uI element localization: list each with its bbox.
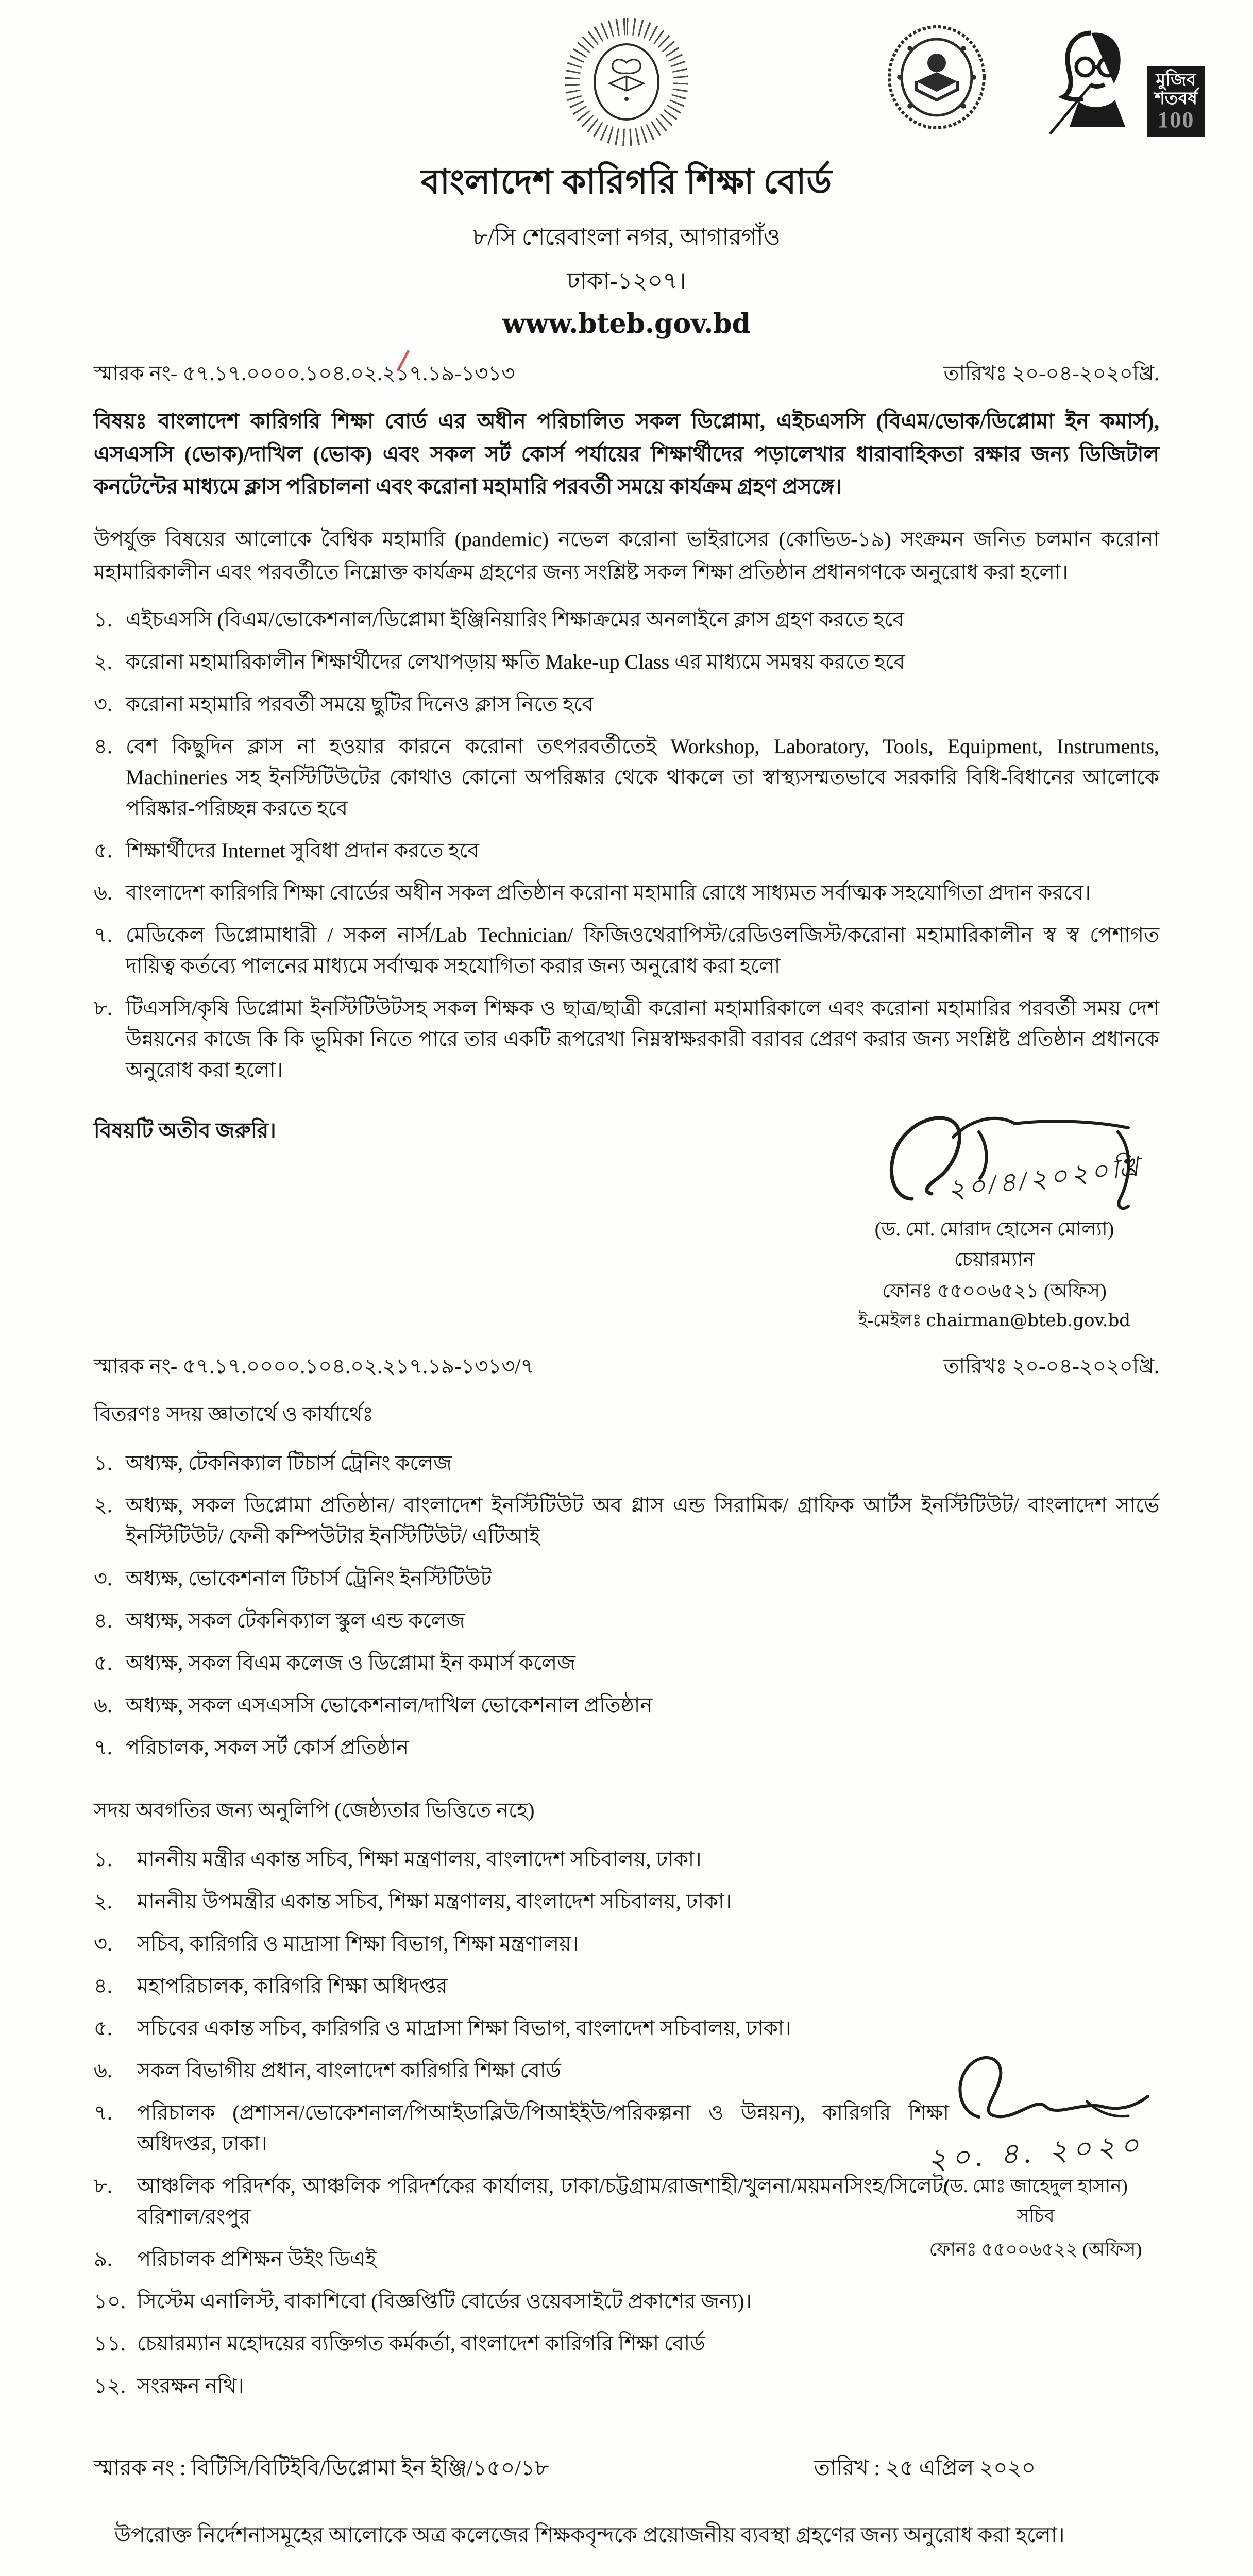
copy-number: ১. — [94, 1848, 112, 1871]
secretary-name: (ড. মোঃ জাহেদুল হাসান) — [943, 2175, 1128, 2196]
directive-item — [94, 647, 1159, 677]
secretary-handwritten-date: ২০. ৪. ২০২০ — [926, 2129, 1145, 2177]
copy-item — [94, 2013, 949, 2044]
secretary-phone: ফোনঃ ৫৫০০৬৫২২ (অফিস) — [929, 2239, 1142, 2260]
copy-item — [94, 2171, 949, 2232]
subject-line: বিষয়ঃ বাংলাদেশ কারিগরি শিক্ষা বোর্ড এর অধীন পরিচালিত সকল ডিপ্লোমা, এইচএসসি (বিএম/ভোক/ডিপ্লোমা ইন কমার্স), এসএসসি (ভোক)/দাখিল (ভোক) এবং সকল সর্ট কোর্স পর্যায়ের শিক্ষার্থীদের পড়ালেখার ধারাবাহিকতা রক্ষার জন্য ডিজিটাল কনটেন্টের মাধ্যমে ক্লাস পরিচালনা এবং করোনা মহামারি পরবর্তী সময়ে কার্যক্রম গ্রহণ প্রসঙ্গে। — [94, 409, 1159, 499]
directive-text: এইচএসসি (বিএম/ভোকেশনাল/ডিপ্লোমা ইঞ্জিনিয়ারিং শিক্ষাক্রমের অনলাইনে ক্লাস গ্রহণ করতে হবে — [126, 607, 904, 631]
distribution-item — [94, 1490, 1159, 1552]
chairman-email-row — [850, 1309, 1139, 1333]
copy-item — [94, 2097, 949, 2159]
directive-text: শিক্ষার্থীদের Internet সুবিধা প্রদান করতে হবে — [126, 838, 479, 862]
distribution-text: অধ্যক্ষ, ভোকেশনাল টিচার্স ট্রেনিং ইনস্টিটিউট — [126, 1567, 492, 1590]
copy-text: আঞ্চলিক পরিদর্শক, আঞ্চলিক পরিদর্শকের কার্যালয়, ঢাকা/চট্টগ্রাম/রাজশাহী/খুলনা/ময়মনসিংহ/সিলেট/বরিশাল/রংপুর — [137, 2174, 949, 2229]
copy-number: ৭. — [94, 2101, 113, 2125]
copy-text: সকল বিভাগীয় প্রধান, বাংলাদেশ কারিগরি শিক্ষা বোর্ড — [137, 2059, 561, 2082]
directive-text: করোনা মহামারি পরবর্তী সময়ে ছুটির দিনেও ক্লাস নিতে হবে — [126, 692, 594, 716]
copy-text: মাননীয় মন্ত্রীর একান্ত সচিব, শিক্ষা মন্ত্রণালয়, বাংলাদেশ সচিবালয়, ঢাকা। — [137, 1848, 702, 1871]
address-line-1: ৮/সি শেরেবাংলা নগর, আগারগাঁও — [472, 224, 781, 250]
distribution-number: ১. — [94, 1451, 112, 1475]
distribution-item — [94, 1563, 1159, 1594]
directive-text: বেশ কিছুদিন ক্লাস না হওয়ার কারনে করোনা তৎপরবর্তীতেই Workshop, Laboratory, Tools, Equipment, Instruments, Machineries সহ ইনস্টিটিউটের কোথাও কোনো অপরিষ্কার থেকে থাকলে তা স্বাস্থ্যসম্মতভাবে সরকারি বিধি-বিধানের আলোকে পরিষ্কার-পরিচ্ছন্ন করতে হবে — [126, 734, 1159, 820]
copy-number: ১২. — [94, 2374, 126, 2398]
copy-text: সিস্টেম এনালিস্ট, বাকাশিবো (বিজ্ঞপ্তিটি বোর্ডের ওয়েবসাইটে প্রকাশের জন্য)। — [137, 2290, 752, 2313]
chairman-designation: চেয়ারম্যান — [954, 1248, 1035, 1270]
directive-text: বাংলাদেশ কারিগরি শিক্ষা বোর্ডের অধীন সকল প্রতিষ্ঠান করোনা মহামারি রোধে সাধ্যমত সর্বাত্মক সহযোগিতা প্রদান করবে। — [126, 880, 1091, 904]
chairman-name: (ড. মো. মোরাদ হোসেন মোল্যা) — [874, 1218, 1114, 1240]
directive-number: ২. — [94, 650, 113, 673]
urgent-note: বিষয়টি অতীব জরুরি। — [94, 1118, 276, 1142]
copy-number: ৯. — [94, 2247, 112, 2271]
memo1-number — [94, 357, 515, 392]
distribution-text: অধ্যক্ষ, টেকনিক্যাল টিচার্স ট্রেনিং কলেজ — [126, 1451, 452, 1475]
directive-number: ১. — [94, 607, 112, 631]
emblem-core-icon — [594, 43, 659, 121]
secretary-designation: সচিব — [1017, 2206, 1055, 2227]
distribution-heading: বিতরণঃ সদয় জ্ঞাতার্থে ও কার্যার্থেঃ — [94, 1402, 374, 1426]
distribution-number: ৪. — [94, 1609, 112, 1633]
distribution-number: ৫. — [94, 1651, 112, 1675]
memo2-date: তারিখঃ ২০-০৪-২০২০খ্রি. — [943, 1354, 1159, 1378]
copy-item — [94, 2244, 949, 2275]
directive-number: ৫. — [94, 838, 112, 862]
copy-item — [94, 1971, 949, 2002]
directive-number: ৮. — [94, 996, 112, 1020]
copy-number: ৬. — [94, 2059, 113, 2082]
directive-number: ৪. — [94, 734, 112, 758]
distribution-text: অধ্যক্ষ, সকল বিএম কলেজ ও ডিপ্লোমা ইন কমার্স কলেজ — [126, 1651, 575, 1675]
distribution-item — [94, 1690, 1159, 1721]
copy-number: ৮. — [94, 2174, 112, 2198]
copy-item — [94, 2286, 949, 2317]
chairman-signature-block — [850, 1101, 1144, 1333]
mujib-caption-line2: শতবর্ষ — [1154, 89, 1197, 109]
copy-number: ৪. — [94, 1974, 112, 1998]
copy-item — [94, 2370, 949, 2401]
copies-section — [94, 1844, 1159, 2401]
mujib-caption — [1147, 66, 1205, 137]
distribution-item — [94, 1732, 1159, 1763]
directives-list — [94, 604, 1159, 1086]
college-seal-icon — [885, 24, 988, 132]
distribution-number: ২. — [94, 1494, 113, 1517]
copy-item — [94, 2328, 949, 2359]
memo2-number: স্মারক নং- ৫৭.১৭.০০০০.১০৪.০২.২১৭.১৯-১৩১৩/৭ — [94, 1354, 534, 1378]
copy-text: সংরক্ষন নথি। — [137, 2374, 244, 2398]
copies-list — [94, 1844, 949, 2401]
directive-item — [94, 993, 1159, 1086]
distribution-item — [94, 1648, 1159, 1679]
distribution-number: ৬. — [94, 1693, 113, 1717]
directive-item — [94, 604, 1159, 635]
distribution-text: অধ্যক্ষ, সকল এসএসসি ভোকেশনাল/দাখিল ভোকেশনাল প্রতিষ্ঠান — [126, 1693, 653, 1717]
distribution-number: ৩. — [94, 1567, 113, 1590]
memo3-number: স্মারক নং : বিটিসি/বিটিইবি/ডিপ্লোমা ইন ইঞ্জি/১৫০/১৮ — [94, 2456, 549, 2481]
distribution-text: পরিচালক, সকল সর্ট কোর্স প্রতিষ্ঠান — [126, 1736, 409, 1759]
directive-number: ৬. — [94, 880, 113, 904]
copy-number: ১০. — [94, 2290, 126, 2313]
website-url: www.bteb.gov.bd — [502, 308, 751, 340]
copy-number: ৩. — [94, 1932, 113, 1956]
copy-number: ১১. — [94, 2332, 126, 2355]
secretary-signature-block — [891, 2035, 1180, 2262]
page-title: বাংলাদেশ কারিগরি শিক্ষা বোর্ড — [420, 163, 833, 201]
top-right-logos — [885, 24, 1199, 142]
secretary-signature — [917, 2035, 1154, 2132]
directive-item — [94, 731, 1159, 824]
copy-text: মহাপরিচালক, কারিগরি শিক্ষা অধিদপ্তর — [137, 1974, 448, 1998]
distribution-text: অধ্যক্ষ, সকল ডিপ্লোমা প্রতিষ্ঠান/ বাংলাদেশ ইনস্টিটিউট অব গ্লাস এন্ড সিরামিক/ গ্রাফিক আর্টস ইনস্টিটিউট/ বাংলাদেশ সার্ভে ইনস্টিটিউট/ ফেনী কম্পিউটার ইনস্টিটিউট/ এটিআই — [126, 1494, 1159, 1548]
copy-item — [94, 2055, 949, 2086]
chairman-email-label: ই-মেইলঃ — [858, 1311, 922, 1330]
copy-heading: সদয় অবগতির জন্য অনুলিপি (জেষ্ঠ্যতার ভিত্তিতে নহে) — [94, 1799, 535, 1822]
endorsement-paragraph: উপরোক্ত নির্দেশনাসমূহের আলোকে অত্র কলেজের শিক্ষকবৃন্দকে প্রয়োজনীয় ব্যবস্থা গ্রহণের জন্য অনুরোধ করা হলো। — [114, 2523, 1065, 2547]
memo1-row — [94, 357, 1159, 392]
copy-text: সচিব, কারিগরি ও মাদ্রাসা শিক্ষা বিভাগ, শিক্ষা মন্ত্রণালয়। — [137, 1932, 579, 1956]
directive-text: করোনা মহামারিকালীন শিক্ষার্থীদের লেখাপড়ায় ক্ষতি Make-up Class এর মাধ্যমে সমন্বয় করতে হবে — [126, 650, 905, 673]
directive-item — [94, 689, 1159, 720]
copy-text: চেয়ারম্যান মহোদয়ের ব্যক্তিগত কর্মকর্তা, বাংলাদেশ কারিগরি শিক্ষা বোর্ড — [137, 2332, 705, 2355]
distribution-number: ৭. — [94, 1736, 113, 1759]
directive-text: মেডিকেল ডিপ্লোমাধারী / সকল নার্স/Lab Technician/ ফিজিওথেরাপিস্ট/রেডিওলজিস্ট/করোনা মহামারিকালীন স্ব স্ব পেশাগত দায়িত্ব কর্তব্যে পালনের মাধ্যমে সর্বাত্মক সহযোগিতা করার জন্য অনুরোধ করা হলো — [126, 923, 1159, 977]
memo3-row — [94, 2451, 1159, 2487]
distribution-text: অধ্যক্ষ, সকল টেকনিক্যাল স্কুল এন্ড কলেজ — [126, 1609, 465, 1633]
directive-number: ৩. — [94, 692, 113, 716]
distribution-list — [94, 1448, 1159, 1763]
urgent-and-signature-row — [94, 1101, 1159, 1333]
copy-text: পরিচালক প্রশিক্ষন উইং ডিএই — [137, 2247, 377, 2271]
copy-text: পরিচালক (প্রশাসন/ভোকেশনাল/পিআইডাব্লিউ/পিআইইউ/পরিকল্পনা ও উন্নয়ন), কারিগরি শিক্ষা অধিদপ্তর, ঢাকা। — [137, 2101, 949, 2156]
distribution-item — [94, 1605, 1159, 1636]
address-line-2: ঢাকা-১২০৭। — [567, 268, 686, 294]
mujib-borsho-100-logo — [1029, 24, 1199, 142]
letterhead — [0, 0, 1253, 340]
directive-text: টিএসসি/কৃষি ডিপ্লোমা ইনস্টিটিউটসহ সকল শিক্ষক ও ছাত্র/ছাত্রী করোনা মহামারিকালে এবং করোনা মহামারির পরবর্তী সময় দেশ উন্নয়নের কাজে কি কি ভূমিকা নিতে পারে তার একটি রূপরেখা নিম্নস্বাক্ষরকারী বরাবর প্রেরণ করার জন্য সংশ্লিষ্ট প্রতিষ্ঠান প্রধানকে অনুরোধ করা হলো। — [126, 996, 1159, 1081]
directive-item — [94, 835, 1159, 866]
chairman-phone: ফোনঃ ৫৫০০৬৫২১ (অফিস) — [882, 1280, 1107, 1302]
distribution-item — [94, 1448, 1159, 1479]
copy-text: সচিবের একান্ত সচিব, কারিগরি ও মাদ্রাসা শিক্ষা বিভাগ, বাংলাদেশ সচিবালয়, ঢাকা। — [137, 2016, 791, 2040]
copy-text: মাননীয় উপমন্ত্রীর একান্ত সচিব, শিক্ষা মন্ত্রণালয়, বাংলাদেশ সচিবালয়, ঢাকা। — [137, 1890, 732, 1913]
directive-item — [94, 877, 1159, 908]
chairman-email: chairman@bteb.gov.bd — [926, 1310, 1130, 1331]
directive-number: ৭. — [94, 923, 113, 946]
mujib-caption-line1: মুজিব — [1156, 71, 1196, 90]
directive-item — [94, 920, 1159, 981]
copy-item — [94, 1886, 949, 1917]
copy-item — [94, 1844, 949, 1875]
intro-paragraph: উপর্যুক্ত বিষয়ের আলোকে বৈশ্বিক মহামারি (pandemic) নভেল করোনা ভাইরাসের (কোভিড-১৯) সংক্রমন জনিত চলমান করোনা মহামারিকালীন এবং পরবর্তীতে নিম্নোক্ত কার্যক্রম গ্রহণের জন্য সংশ্লিষ্ট সকল শিক্ষা প্রতিষ্ঠান প্রধানগণকে অনুরোধ করা হলো। — [94, 527, 1159, 584]
mujib-100-label: 100 — [1157, 107, 1195, 132]
emblem-book-icon — [603, 54, 650, 110]
letter-body — [0, 357, 1253, 2576]
chairman-handwritten-date: ২০/৪/২০২০খ্রি — [945, 1151, 1144, 1205]
copy-item — [94, 1928, 949, 1959]
memo3-date: তারিখ : ২৫ এপ্রিল ২০২০ — [814, 2456, 1036, 2481]
memo1-date: তারিখঃ ২০-০৪-২০২০খ্রি. — [943, 362, 1159, 385]
memo1-number-text: স্মারক নং- ৫৭.১৭.০০০০.১০৪.০২.২১৭.১৯-১৩১৩ — [94, 362, 515, 385]
copy-number: ৫. — [94, 2016, 112, 2040]
copy-number: ২. — [94, 1890, 113, 1913]
board-emblem-logo — [565, 18, 688, 146]
memo2-row — [94, 1350, 1159, 1384]
